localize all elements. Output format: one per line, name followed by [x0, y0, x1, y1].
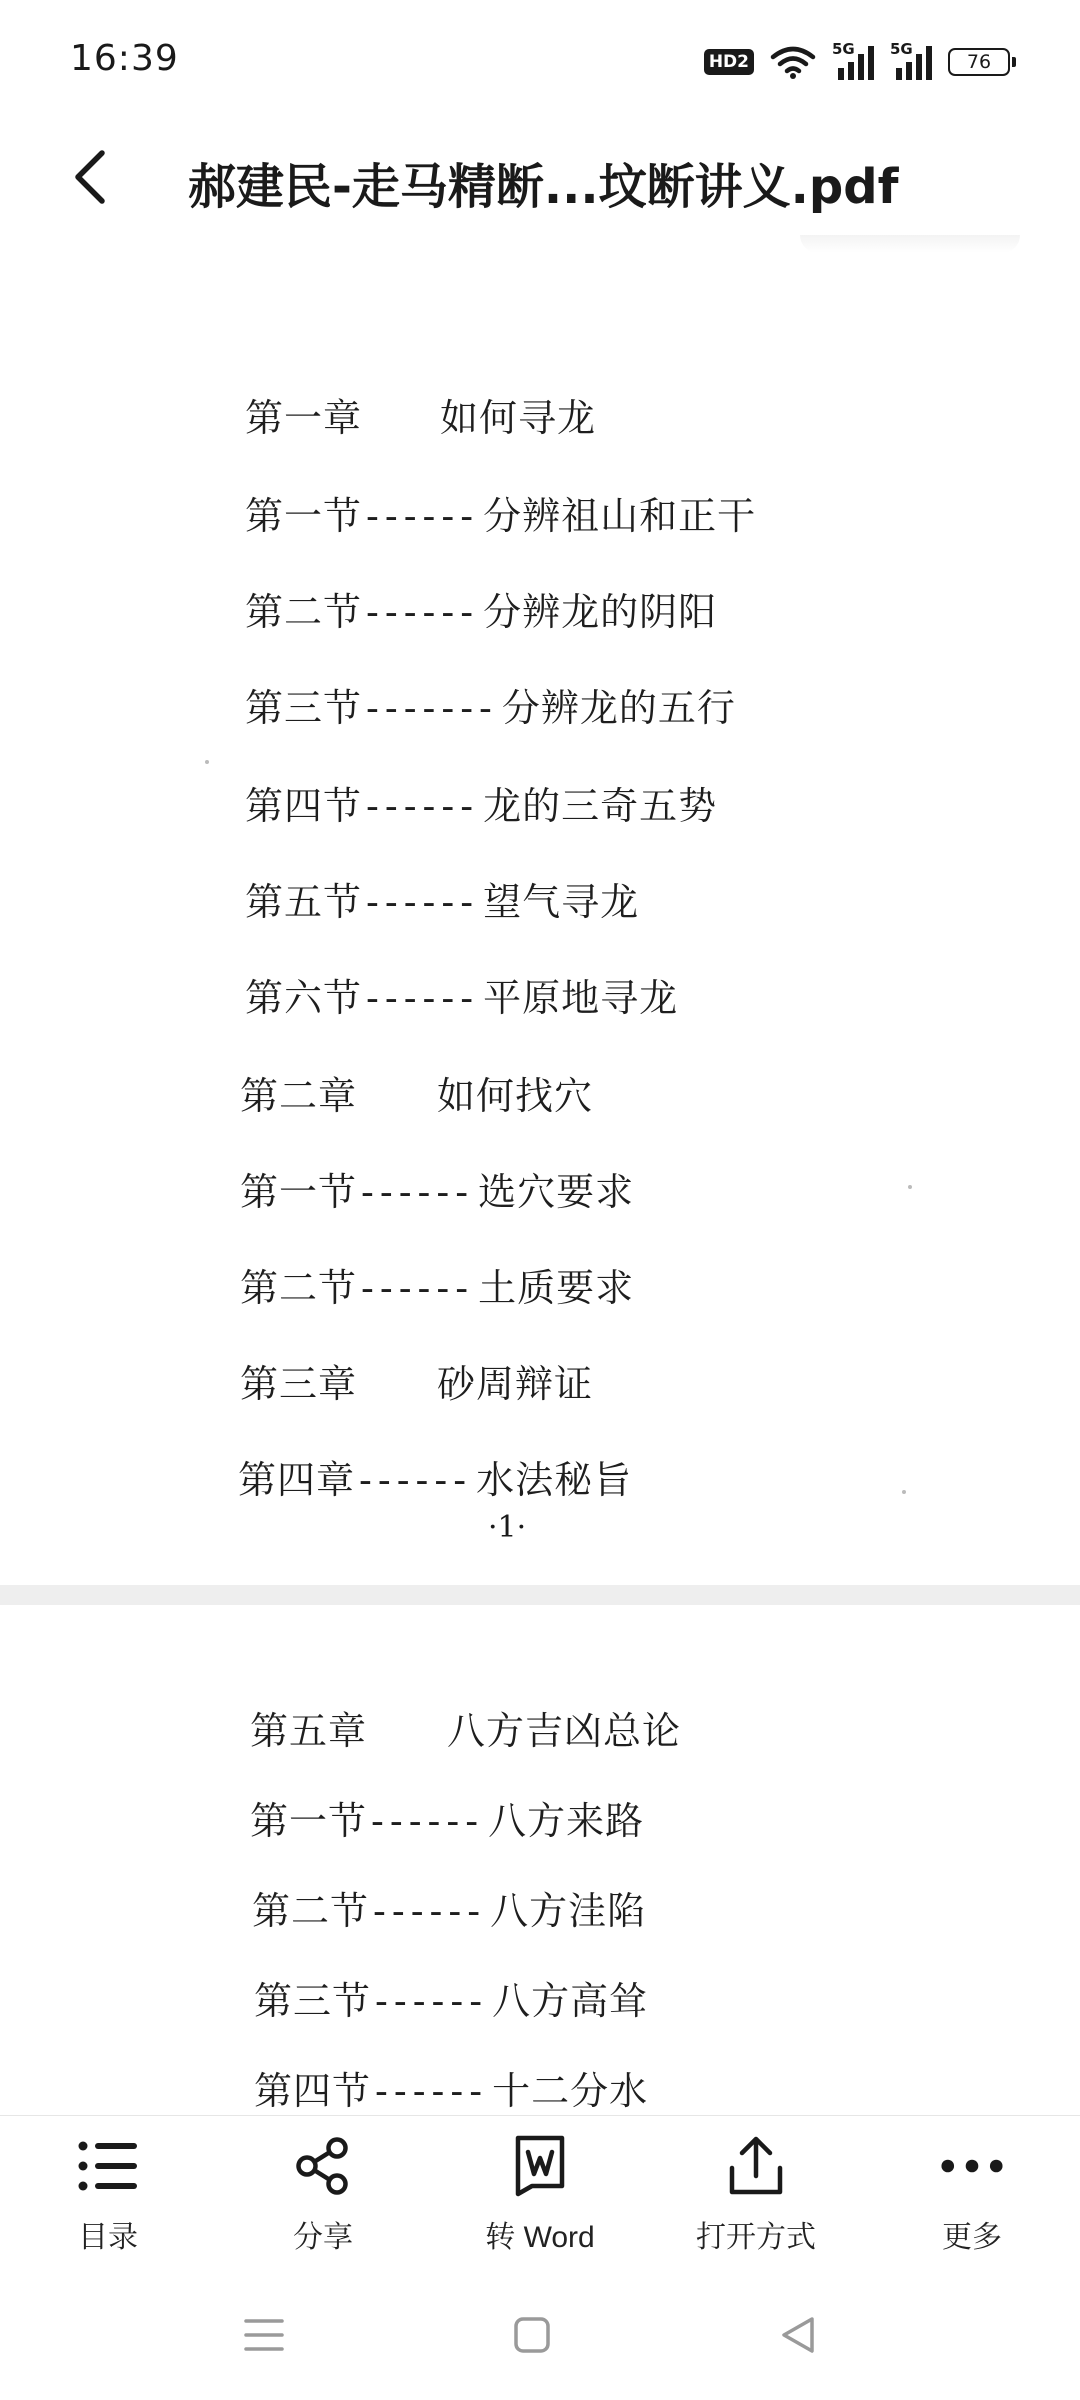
scan-speck — [205, 760, 209, 764]
toc-section-entry — [250, 1790, 644, 1845]
toc-leader-dashes: ------ — [366, 590, 480, 634]
toc-button[interactable] — [8, 2116, 208, 2266]
toc-entry-label: 第六节 — [245, 976, 363, 1020]
toc-section-entry — [252, 1880, 646, 1935]
toc-entry-label: 第二节 — [240, 1266, 358, 1310]
toc-entry-label: 第四章 — [238, 1458, 356, 1502]
toc-entry-label: 第四节 — [254, 2069, 372, 2113]
title-bar — [0, 120, 1080, 235]
toc-entry-title: 分辨龙的阴阳 — [483, 590, 718, 634]
toc-leader-dashes: ------ — [361, 1170, 475, 1214]
signal-1-label: 5G — [832, 40, 855, 58]
toc-entry-title: 水法秘旨 — [476, 1458, 633, 1502]
toc-entry-title: 分辨祖山和正干 — [483, 494, 757, 538]
status-icons — [704, 40, 1010, 84]
toc-leader-dashes: ------ — [366, 494, 480, 538]
toc-entry-title: 如何寻龙 — [440, 396, 597, 440]
toc-entry-label: 第二章 — [240, 1074, 358, 1118]
home-icon — [513, 2316, 551, 2354]
scan-speck — [908, 1185, 912, 1189]
toc-entry-label: 第三章 — [240, 1362, 358, 1406]
system-nav-bar — [0, 2265, 1080, 2400]
toc-entry-title: 土质要求 — [478, 1266, 635, 1310]
more-label: 更多 — [942, 2221, 1002, 2254]
toc-entry-title: 选穴要求 — [478, 1170, 635, 1214]
toc-entry-label: 第一节 — [250, 1799, 368, 1843]
toc-leader-dashes: ------ — [371, 1799, 485, 1843]
open-with-label: 打开方式 — [696, 2221, 816, 2254]
toc-section-entry — [238, 1449, 632, 1504]
page-edge-shadow — [800, 235, 1020, 253]
toc-entry-title: 八方洼陷 — [490, 1889, 647, 1933]
toc-entry-label: 第四节 — [245, 784, 363, 828]
more-icon — [940, 2134, 1004, 2198]
toc-leader-dashes: ------ — [373, 1889, 487, 1933]
toc-leader-dashes: ------ — [366, 976, 480, 1020]
back-button[interactable] — [55, 142, 125, 212]
toc-section-entry — [254, 1970, 648, 2025]
cellular-signal-2-icon — [890, 40, 932, 80]
cellular-signal-1-icon — [832, 40, 874, 80]
toc-section-entry — [245, 581, 717, 636]
toc-section-entry — [245, 485, 756, 540]
scan-speck — [902, 1490, 906, 1494]
toc-entry-title: 砂周辩证 — [437, 1362, 594, 1406]
toc-leader-dashes: ------ — [361, 1266, 475, 1310]
toc-entry-title: 望气寻龙 — [483, 880, 640, 924]
toc-entry-label: 第五章 — [250, 1709, 368, 1753]
list-icon — [76, 2134, 140, 2198]
document-title: 郝建民-走马精断...坟断讲义.pdf — [188, 159, 899, 215]
recent-apps-button[interactable] — [234, 2310, 294, 2360]
toc-entry-title: 如何找穴 — [437, 1074, 594, 1118]
pdf-viewer[interactable] — [0, 235, 1080, 2115]
wifi-icon — [770, 44, 816, 80]
menu-icon — [244, 2317, 284, 2353]
pdf-page-1 — [0, 235, 1080, 1585]
toc-chapter-entry — [245, 387, 596, 442]
open-with-button[interactable] — [656, 2116, 856, 2266]
page-number: ·1· — [488, 1510, 527, 1545]
toc-entry-label: 第一章 — [245, 396, 363, 440]
toc-entry-title: 八方吉凶总论 — [447, 1709, 682, 1753]
toc-entry-label: 第一节 — [245, 494, 363, 538]
toc-entry-label: 第五节 — [245, 880, 363, 924]
toc-leader-dashes: ------ — [359, 1458, 473, 1502]
share-button[interactable] — [223, 2116, 423, 2266]
toc-entry-label: 第二节 — [252, 1889, 370, 1933]
toc-entry-title: 分辨龙的五行 — [501, 686, 736, 730]
more-button[interactable] — [872, 2116, 1072, 2266]
toc-chapter-entry — [240, 1065, 593, 1120]
word-convert-icon — [508, 2134, 572, 2198]
toc-label: 目录 — [78, 2221, 138, 2254]
toc-entry-label: 第一节 — [240, 1170, 358, 1214]
toc-leader-dashes: ------ — [375, 2069, 489, 2113]
battery-level: 76 — [966, 51, 992, 73]
status-bar — [0, 0, 1080, 120]
toc-section-entry — [245, 775, 717, 830]
toc-entry-title: 八方来路 — [488, 1799, 645, 1843]
home-button[interactable] — [502, 2310, 562, 2360]
convert-word-button[interactable] — [440, 2116, 640, 2266]
toc-section-entry — [240, 1161, 634, 1216]
toc-leader-dashes: ------ — [366, 784, 480, 828]
hd-voice-icon: HD2 — [704, 49, 754, 75]
toc-entry-label: 第三节 — [254, 1979, 372, 2023]
toc-entry-title: 八方高耸 — [492, 1979, 649, 2023]
toc-entry-title: 十二分水 — [492, 2069, 649, 2113]
pdf-page-2 — [0, 1605, 1080, 2115]
toc-leader-dashes: ------ — [366, 880, 480, 924]
share-label: 分享 — [293, 2221, 353, 2254]
back-triangle-icon — [778, 2315, 818, 2355]
open-with-icon — [724, 2134, 788, 2198]
toc-entry-title: 平原地寻龙 — [483, 976, 679, 1020]
toc-entry-title: 龙的三奇五势 — [483, 784, 718, 828]
toc-section-entry — [245, 967, 678, 1022]
convert-word-label: 转 Word — [485, 2221, 595, 2254]
toc-section-entry — [254, 2060, 648, 2115]
status-time: 16:39 — [70, 38, 179, 79]
toc-entry-label: 第二节 — [245, 590, 363, 634]
toc-entry-label: 第三节 — [245, 686, 363, 730]
toc-section-entry — [245, 871, 639, 926]
signal-2-label: 5G — [890, 40, 913, 58]
toc-chapter-entry — [250, 1700, 681, 1755]
chevron-left-icon — [70, 147, 110, 207]
system-back-button[interactable] — [768, 2310, 828, 2360]
battery-icon — [948, 48, 1010, 76]
toc-section-entry — [240, 1257, 634, 1312]
toc-section-entry — [245, 677, 736, 732]
share-icon — [291, 2134, 355, 2198]
toc-leader-dashes: ------ — [375, 1979, 489, 2023]
toc-chapter-entry — [240, 1353, 593, 1408]
bottom-toolbar — [0, 2115, 1080, 2266]
toc-leader-dashes: ------- — [366, 686, 498, 730]
